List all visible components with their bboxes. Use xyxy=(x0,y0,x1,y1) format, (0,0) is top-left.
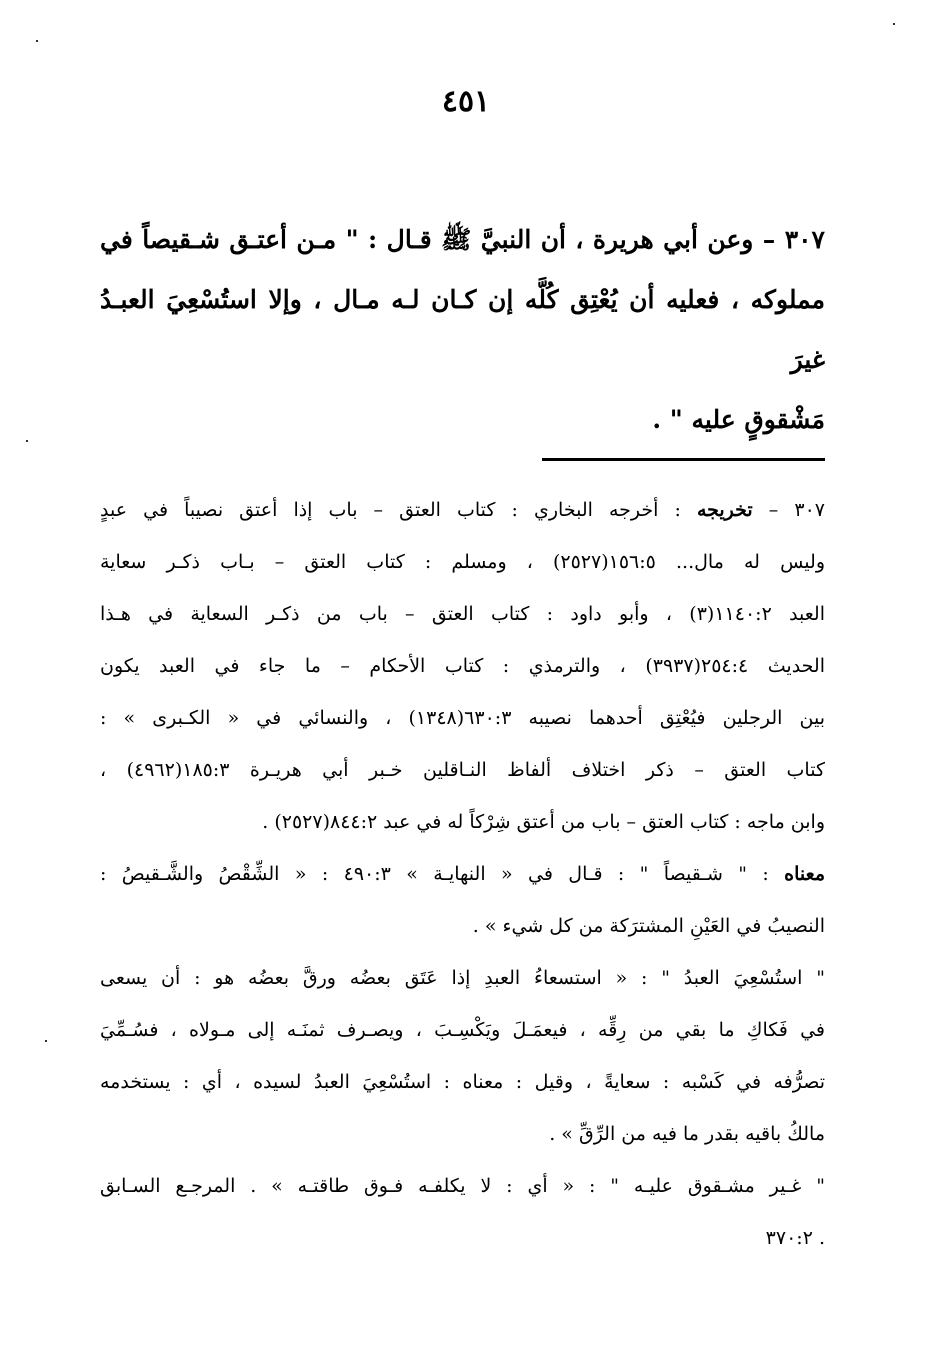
scan-speck xyxy=(36,40,38,42)
note-line: في فَكاكِ ما بقي من رِقِّه ، فيعمَـلَ ويَكْسِـبَ ، ويصـرف ثمنَـه إلى مـولاه ، فسُـمِّيَ xyxy=(100,1019,825,1041)
note-line: النصيبُ في العَيْنِ المشترَكة من كل شيء » . xyxy=(472,915,825,937)
note-line: . ٣٧٠:٢ xyxy=(765,1227,825,1249)
note-line: وليس له مال... ١٥٦:٥(٢٥٢٧) ، ومسلم : كتاب العتق – بـاب ذكـر سعاية xyxy=(100,551,825,573)
takhrij-label: تخريجه xyxy=(696,499,753,521)
note-line: " غـير مشـقوق عليـه " : « أي : لا يكلفـه فـوق طاقتـه » . المرجـع السـابق xyxy=(100,1175,825,1197)
hadith-line: مملوكه ، فعليه أن يُعْتِق كُلَّه إن كـان لـه مـال ، وإلا استُسْعِيَ العبـدُ غيرَ xyxy=(100,285,825,374)
note-line: بين الرجلين فيُعْتِق أحدهما نصيبه ٦٣٠:٣(١٣٤٨) ، والنسائي في « الكـبرى » : xyxy=(100,707,825,729)
note-line: " استُسْعِيَ العبدُ " : « استسعاءُ العبدِ إذا عَتَق بعضُه ورقَّ بعضُه هو : أن يسعى xyxy=(100,967,825,989)
hadith-text xyxy=(100,210,825,450)
note-line: معناه : " شـقيصاً " : قـال في « النهايـة » ٤٩٠:٣ : « الشِّقْصُ والشَّـقيصُ : xyxy=(100,863,825,885)
hadith-line: مَشْقوقٍ عليه " . xyxy=(652,405,825,434)
page-number: ٤٥١ xyxy=(441,84,491,119)
maanahu-label: معناه xyxy=(784,863,825,885)
note-line: العبد ١١٤٠:٢(٣) ، وأبو داود : كتاب العتق – باب من ذكـر السعاية في هـذا xyxy=(100,603,825,625)
footnote-separator xyxy=(542,458,825,461)
note-line: كتاب العتق – ذكر اختلاف ألفاظ النـاقلين خـبر أبي هريـرة ١٨٥:٣(٤٩٦٢) ، xyxy=(100,759,825,781)
note-line: مالكُ باقيه بقدر ما فيه من الرِّقِّ » . xyxy=(549,1123,825,1145)
hadith-line: ٣٠٧ – وعن أبي هريرة ، أن النبيَّ ﷺ قـال : " مـن أعتـق شـقيصاً في xyxy=(100,225,825,254)
scan-speck xyxy=(45,1040,47,1042)
note-line: ٣٠٧ – تخريجه : أخرجه البخاري : كتاب العتق – باب إذا أعتق نصيباً في عبدٍ xyxy=(100,499,825,521)
footnotes xyxy=(100,484,825,1264)
note-line: تصرُّفه في كَسْبه : سعايةً ، وقيل : معناه : استُسْعِيَ العبدُ لسيده ، أي : يستخدمه xyxy=(100,1071,825,1093)
note-line: وابن ماجه : كتاب العتق – باب من أعتق شِرْكاً له في عبد ٨٤٤:٢(٢٥٢٧) . xyxy=(262,811,825,833)
scan-speck xyxy=(26,440,28,442)
scan-speck xyxy=(893,23,895,25)
note-line: الحديث ٢٥٤:٤(٣٩٣٧) ، والترمذي : كتاب الأحكام – ما جاء في العبد يكون xyxy=(100,655,825,677)
